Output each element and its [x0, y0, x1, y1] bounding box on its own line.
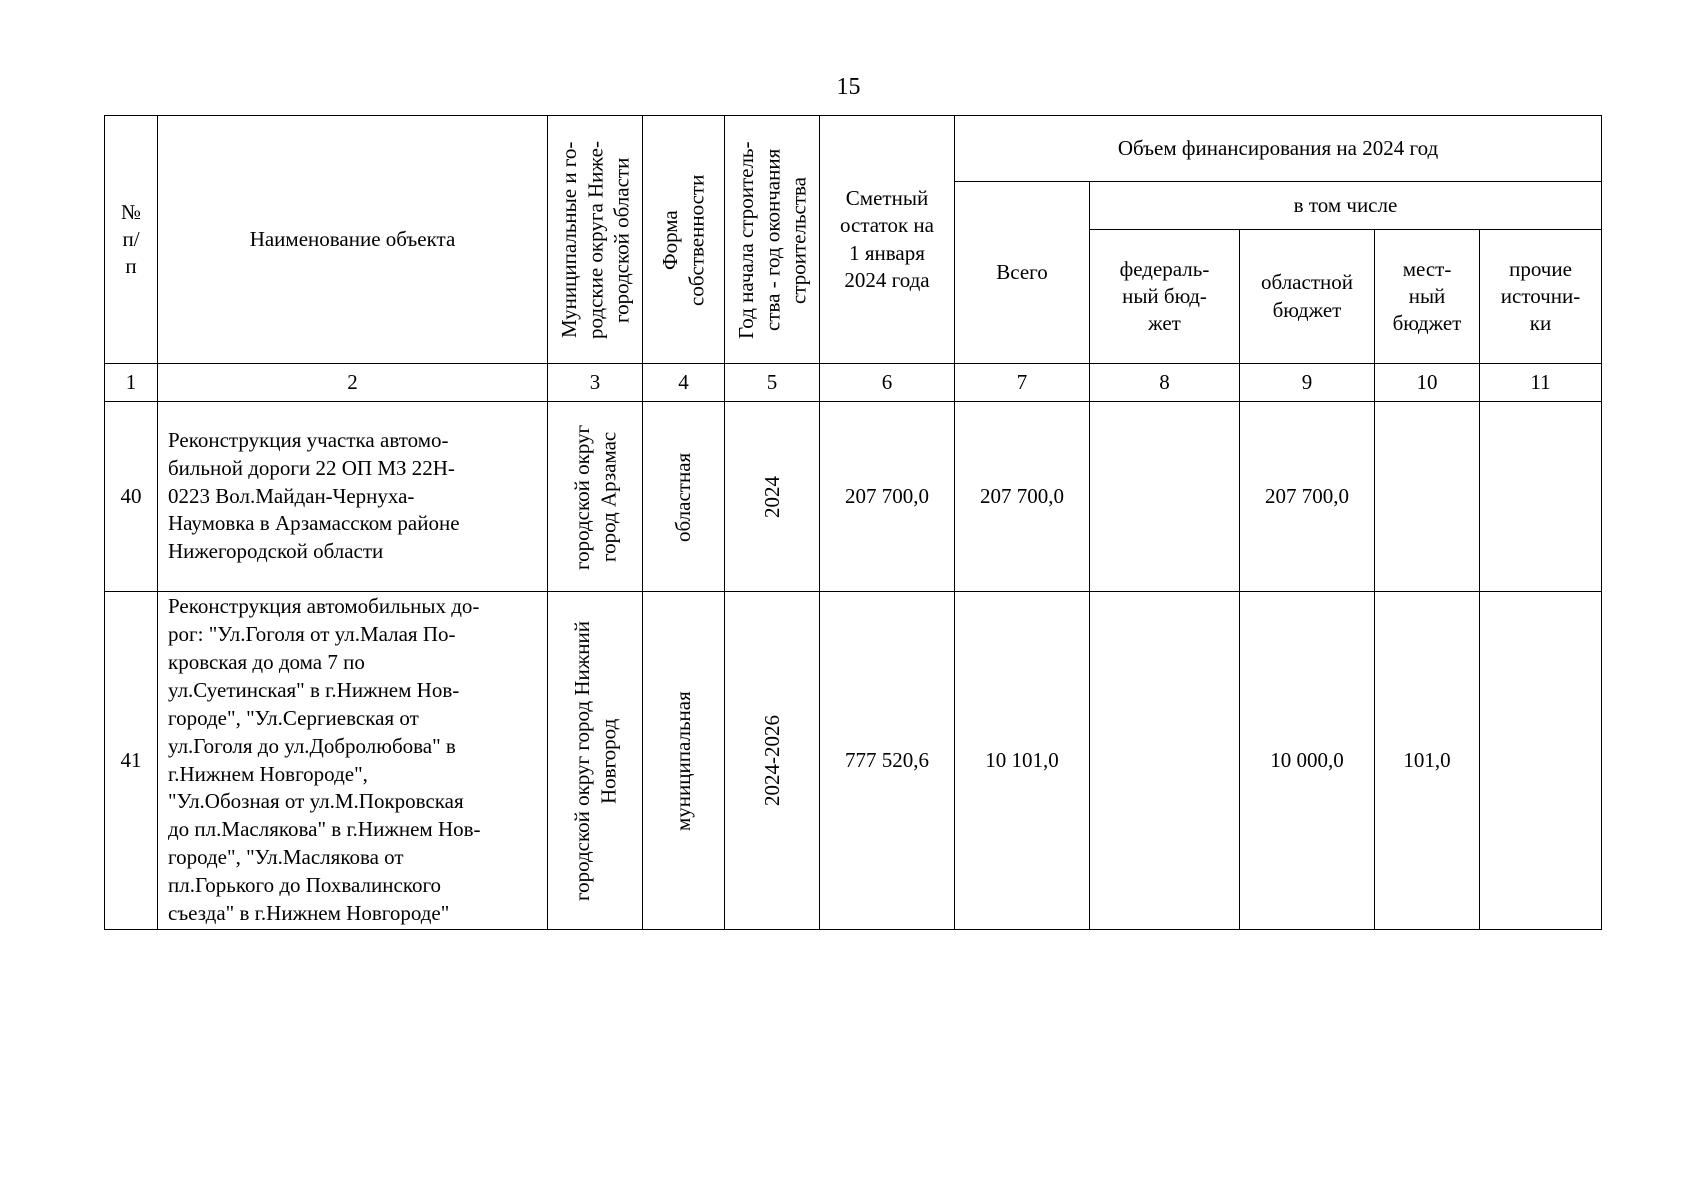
header-name: Наименование объекта — [158, 116, 548, 364]
header-federal: федераль- ный бюд- жет — [1090, 230, 1240, 364]
row-municipal: городской округ город Нижний Новгород — [548, 592, 643, 930]
col-num-10: 10 — [1375, 364, 1480, 402]
page-number: 15 — [836, 74, 861, 100]
row-estimate: 777 520,6 — [820, 592, 955, 930]
header-including: в том числе — [1090, 182, 1602, 230]
header-num: № п/ п — [105, 116, 158, 364]
row-num: 41 — [105, 592, 158, 930]
column-numbers-row — [105, 364, 1602, 402]
col-num-5: 5 — [725, 364, 820, 402]
row-other — [1480, 592, 1602, 930]
col-num-6: 6 — [820, 364, 955, 402]
row-ownership: муниципальная — [643, 592, 725, 930]
row-years: 2024 — [725, 402, 820, 592]
col-num-8: 8 — [1090, 364, 1240, 402]
header-funding: Объем финансирования на 2024 год — [955, 116, 1602, 182]
col-num-7: 7 — [955, 364, 1090, 402]
row-object-name: Реконструкция автомобильных до- рог: "Ул.Гоголя от ул.Малая По- кровская до дома 7 по ул.Суетинская" в г.Нижнем Нов- городе", "Ул.Сергиевская от ул.Гоголя до ул.Добролюбова" в г.Нижнем Новгороде", "Ул.Обозная от ул.М.Покровская до пл.Маслякова" в г.Нижнем Нов- городе", "Ул.Маслякова от пл.Горького до Похвалинского съезда" в г.Нижнем Новгороде" — [158, 592, 548, 930]
header-total: Всего — [955, 182, 1090, 364]
table-row — [105, 592, 1602, 930]
col-num-3: 3 — [548, 364, 643, 402]
row-other — [1480, 402, 1602, 592]
row-regional: 10 000,0 — [1240, 592, 1375, 930]
row-ownership: областная — [643, 402, 725, 592]
col-num-9: 9 — [1240, 364, 1375, 402]
header-years: Год начала строитель- ства - год окончания строительства — [725, 116, 820, 364]
col-num-2: 2 — [158, 364, 548, 402]
header-local: мест- ный бюджет — [1375, 230, 1480, 364]
row-num: 40 — [105, 402, 158, 592]
row-local — [1375, 402, 1480, 592]
row-local: 101,0 — [1375, 592, 1480, 930]
row-total: 207 700,0 — [955, 402, 1090, 592]
table-row — [105, 402, 1602, 592]
header-regional: областной бюджет — [1240, 230, 1375, 364]
header-ownership: Форма собственности — [643, 116, 725, 364]
row-federal — [1090, 402, 1240, 592]
row-federal — [1090, 592, 1240, 930]
header-estimate: Сметный остаток на 1 января 2024 года — [820, 116, 955, 364]
row-years: 2024-2026 — [725, 592, 820, 930]
header-row-1 — [105, 116, 1602, 182]
col-num-1: 1 — [105, 364, 158, 402]
row-object-name: Реконструкция участка автомо- бильной дороги 22 ОП МЗ 22Н- 0223 Вол.Майдан-Чернуха- Наумовка в Арзамасском районе Нижегородской области — [158, 402, 548, 592]
row-regional: 207 700,0 — [1240, 402, 1375, 592]
financing-table — [104, 115, 1602, 930]
header-municipal: Муниципальные и го- родские округа Ниже- городской области — [548, 116, 643, 364]
row-estimate: 207 700,0 — [820, 402, 955, 592]
col-num-4: 4 — [643, 364, 725, 402]
header-other: прочие источни- ки — [1480, 230, 1602, 364]
row-total: 10 101,0 — [955, 592, 1090, 930]
row-municipal: городской округ город Арзамас — [548, 402, 643, 592]
col-num-11: 11 — [1480, 364, 1602, 402]
